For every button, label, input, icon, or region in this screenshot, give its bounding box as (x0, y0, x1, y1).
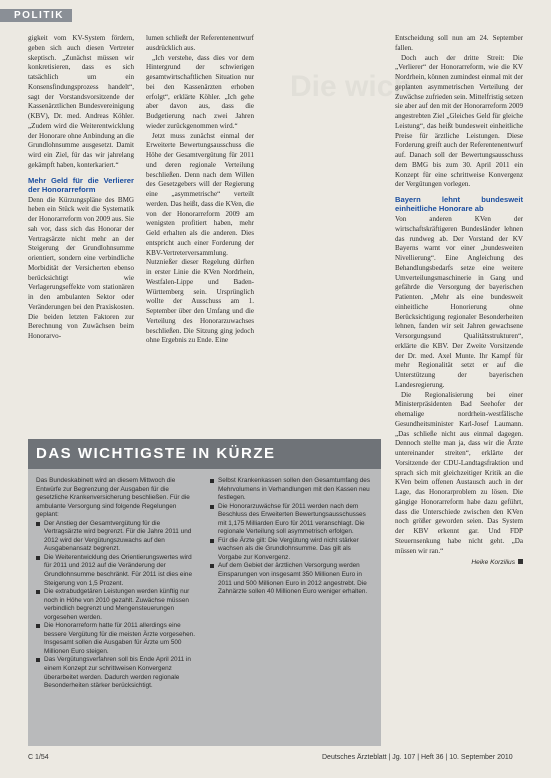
subheading: Mehr Geld für die Verlierer der Honorarreform (28, 175, 134, 194)
summary-left-list (36, 520, 198, 691)
list-item: Die Honorarreform hatte für 2011 allerdings eine bessere Vergütung für die meisten Ärzte vorgesehen. Insgesamt sollen die Ausgaben für Ärzte um 500 Millionen Euro steigen. (36, 622, 198, 656)
list-item: Der Anstieg der Gesamtvergütung für die Vertragsärzte wird begrenzt. Für die Jahre 2011 und 2012 wird der Vergütungszuwachs auf den Ausgabenansatz begrenzt. (36, 520, 198, 554)
summary-intro: Das Bundeskabinett wird an diesem Mittwoch die Entwürfe zur Begrenzung der Ausgaben für die gesetzliche Krankenversicherung beschließen. Für die ambulante Versorgung sind folgende Regelungen geplant: (36, 477, 190, 519)
paragraph: Doch auch der dritte Streit: Die „Verlierer“ der Honorarreform, wie die KV Nordrhein, können zumindest einmal mit der geplanten asymmetrischen Verteilung der Zuwächse zufrieden sein. Mittelfristig setzen sie aber auf den mit der Honorarreform 2009 angestrebten Ziel „Gleiches Geld für gleiche Leistung“, das heißt bundesweit einheitliche Preise für ärztliche Leistungen. Diese Forderung greift auch der Referentenentwurf auf. Danach soll der Bewertungsausschuss dem BMG bis zum 30. April 2011 ein Konzept für eine schrittweise Konvergenz der Vergütungen vorlegen. (395, 53, 523, 189)
list-item: Die Weiterentwicklung des Orientierungswertes wird für 2011 und 2012 auf die Veränderung der Grundlohnsumme beschränkt. Für 2011 ist dies eine Steigerung von 1,5 Prozent. (36, 554, 198, 588)
summary-box (28, 439, 381, 746)
section-label: POLITIK (0, 9, 72, 22)
article-column-3 (395, 34, 523, 749)
end-mark-icon (518, 559, 523, 564)
list-item: Das Vergütungsverfahren soll bis Ende April 2011 in einem Konzept zur schrittweisen Konvergenz überarbeitet werden. Dadurch werden regionale Besonderheiten stärker berücksichtigt. (36, 656, 198, 690)
article-column-1 (28, 34, 134, 434)
background-watermark: Die wich (290, 70, 412, 103)
paragraph: Die Regionalisierung bei einer Ministerpräsidenten Bad Seehofer der ehemalige nordrhein-westfälische Gesundheitsminister Karl-Josef Laumann. „Das schließe nicht aus einmal dagegen. Dennoch stellte man ja, dass wir die Ärzte untereinander streiten“, erklärte der Vorsitzende der CDU-Landtagsfraktion und sprach sich mit gleichzeitiger Kritik an die KVen beim offenen Austausch auch in der Lage, das Honorarproblem zu lösen. Die gängige Honorarreform habe dazu geführt, dass die Unterschiede zwischen den KVen noch größer geworden seien. Das System der KBV erkennt gar. Und FDP Steuernsenkung habe nicht geht. „Da müssen wir ran.“ (395, 390, 523, 555)
paragraph: „Ich verstehe, dass dies vor dem Hintergrund der schwierigen gesamtwirtschaftlichen Situation nur bei den Kassenärzten erhoben erfolgt“, erklärte Köhler. „Ich gehe aber davon aus, dass die Budgetierung nach zwei Jahren wieder zurückgenommen wird.“ (146, 53, 254, 130)
paragraph: lumen schließt der Referentenentwurf ausdrücklich aus. (146, 34, 254, 52)
paragraph: Von anderen KVen der wirtschaftskräftigeren Bundesländer lehnen das rundweg ab. Der Vorstand der KV Bayerns warnt vor einer „bundesweiten Nivellierung“. Eine Angleichung des Behandlungsbedarfs setze eine weitere Umverteilungsmaschinerie in Gang und gefährde die Versorgung der bayerischen Patienten. „Mehr als eine bundesweit einheitliche Honorierung ohne Berücksichtigung regionaler Besonderheiten lehnen, fanden wir seit Jahren gewachsene Versorgungsund Qualitätsstrukturen“, erklärte die KBV. Der Zweite Vorsitzende der Dr. med. Axel Munte. Ihr Kampf für mehr Regionalität setzt er auf die Unterstützung der bayerischen Landesregierung. (395, 215, 523, 389)
journal-info: Deutsches Ärzteblatt | Jg. 107 | Heft 36 | 10. September 2010 (322, 754, 513, 761)
summary-box-title: DAS WICHTIGSTE IN KÜRZE (28, 439, 381, 469)
paragraph: Entscheidung soll nun am 24. September fallen. (395, 34, 523, 52)
author-byline (395, 558, 523, 568)
author-name: Heike Korzilius (471, 559, 515, 567)
summary-right-column (210, 477, 374, 597)
list-item: Für die Ärzte gilt: Die Vergütung wird nicht stärker wachsen als die Grundlohnsumme. Das gilt als Vorgabe zur Konvergenz. (210, 537, 374, 563)
summary-left-column (36, 477, 198, 691)
list-item: Die extrabudgetären Leistungen werden künftig nur noch in Höhe von 2010 gezahlt. Zuwächse müssen verbindlich begrenzt und Mengensteuerungen vorgesehen werden. (36, 588, 198, 622)
page-number: C 1/54 (28, 754, 49, 761)
paragraph: Jetzt muss zunächst einmal der Erweiterte Bewertungsausschuss die Höhe der Gesamtvergütung für 2011 und deren regionale Verteilung beschließen. Denn nach dem Willen des Gesetzgebers will der Regierung eine „asymmetrische“ verteilt werden. Das heißt, dass die KVen, die von der Honorarreform 2009 am wenigsten profitiert haben, mehr Geld erhalten als die anderen. Dies entspricht auch einer Forderung der KBV-Vertreterversammlung. Nutznießer dieser Regelung dürften in erster Linie die KVen Nordrhein, Westfalen-Lippe und Baden-Württemberg sein. Ursprünglich wollte der Ausschuss am 1. September über den Umfang und die Verteilung des Honorarzuwachses beschließen. Die Sitzung ging jedoch ohne Ergebnis zu Ende. Eine (146, 131, 254, 345)
subheading: Bayern lehnt bundesweit einheitliche Honorare ab (395, 195, 523, 213)
list-item: Selbst Krankenkassen sollen den Gesamtumfang des Mehrvolumens in Verhandlungen mit den Kassen neu festlegen. (210, 477, 374, 503)
list-item: Die Honorarzuwächse für 2011 werden nach dem Beschluss des Erweiterten Bewertungsausschusses mit 1,175 Milliarden Euro für 2011 veranschlagt. Die regionale Verteilung soll asymmetrisch erfolgen. (210, 503, 374, 537)
summary-right-list (210, 477, 374, 597)
paragraph: Denn die Kürzungspläne des BMG heben ein Stück weit die Systematik der Honorarreform von 2009 aus. Sie sah vor, dass sich das Honorar der Vertragsärzte nicht mehr an der Steigerung der Grundlohnsumme orientiert, sondern eine verbindliche Morbidität der Versicherten ebenso berücksichtigt wie Verlagerungseffekte vom stationären in den ambulanten Sektor oder Veränderungen bei den Praxiskosten. Die beiden letzten Faktoren zur Berechnung von Zuwächsen beim Honorarvo- (28, 195, 134, 340)
list-item: Auf dem Gebiet der ärztlichen Versorgung werden Einsparungen von insgesamt 350 Millionen Euro in 2011 und 500 Millionen Euro in 2012 angestrebt. Die Zahnärzte sollen 40 Millionen Euro weniger erhalten. (210, 562, 374, 596)
paragraph: gigkeit vom KV-System fördern, geben sich auch diesen Vertreter skeptisch. „Zunächst müssen wir konkretisieren, dass es sich tatsächlich um ein Konsensfindungsprozess handelt“, sagt der Vorstandsvorsitzende der Kassenärztlichen Bundesvereinigung (KBV), Dr. med. Andreas Köhler. „Zudem wird die Weiterentwicklung der Honorare ohne Anbindung an die Grundlohnsumme ausgesetzt. Damit wird ein Ziel, für das wir jahrelang gekämpft haben, konterkariert.“ (28, 34, 134, 169)
article-column-2 (146, 34, 254, 434)
